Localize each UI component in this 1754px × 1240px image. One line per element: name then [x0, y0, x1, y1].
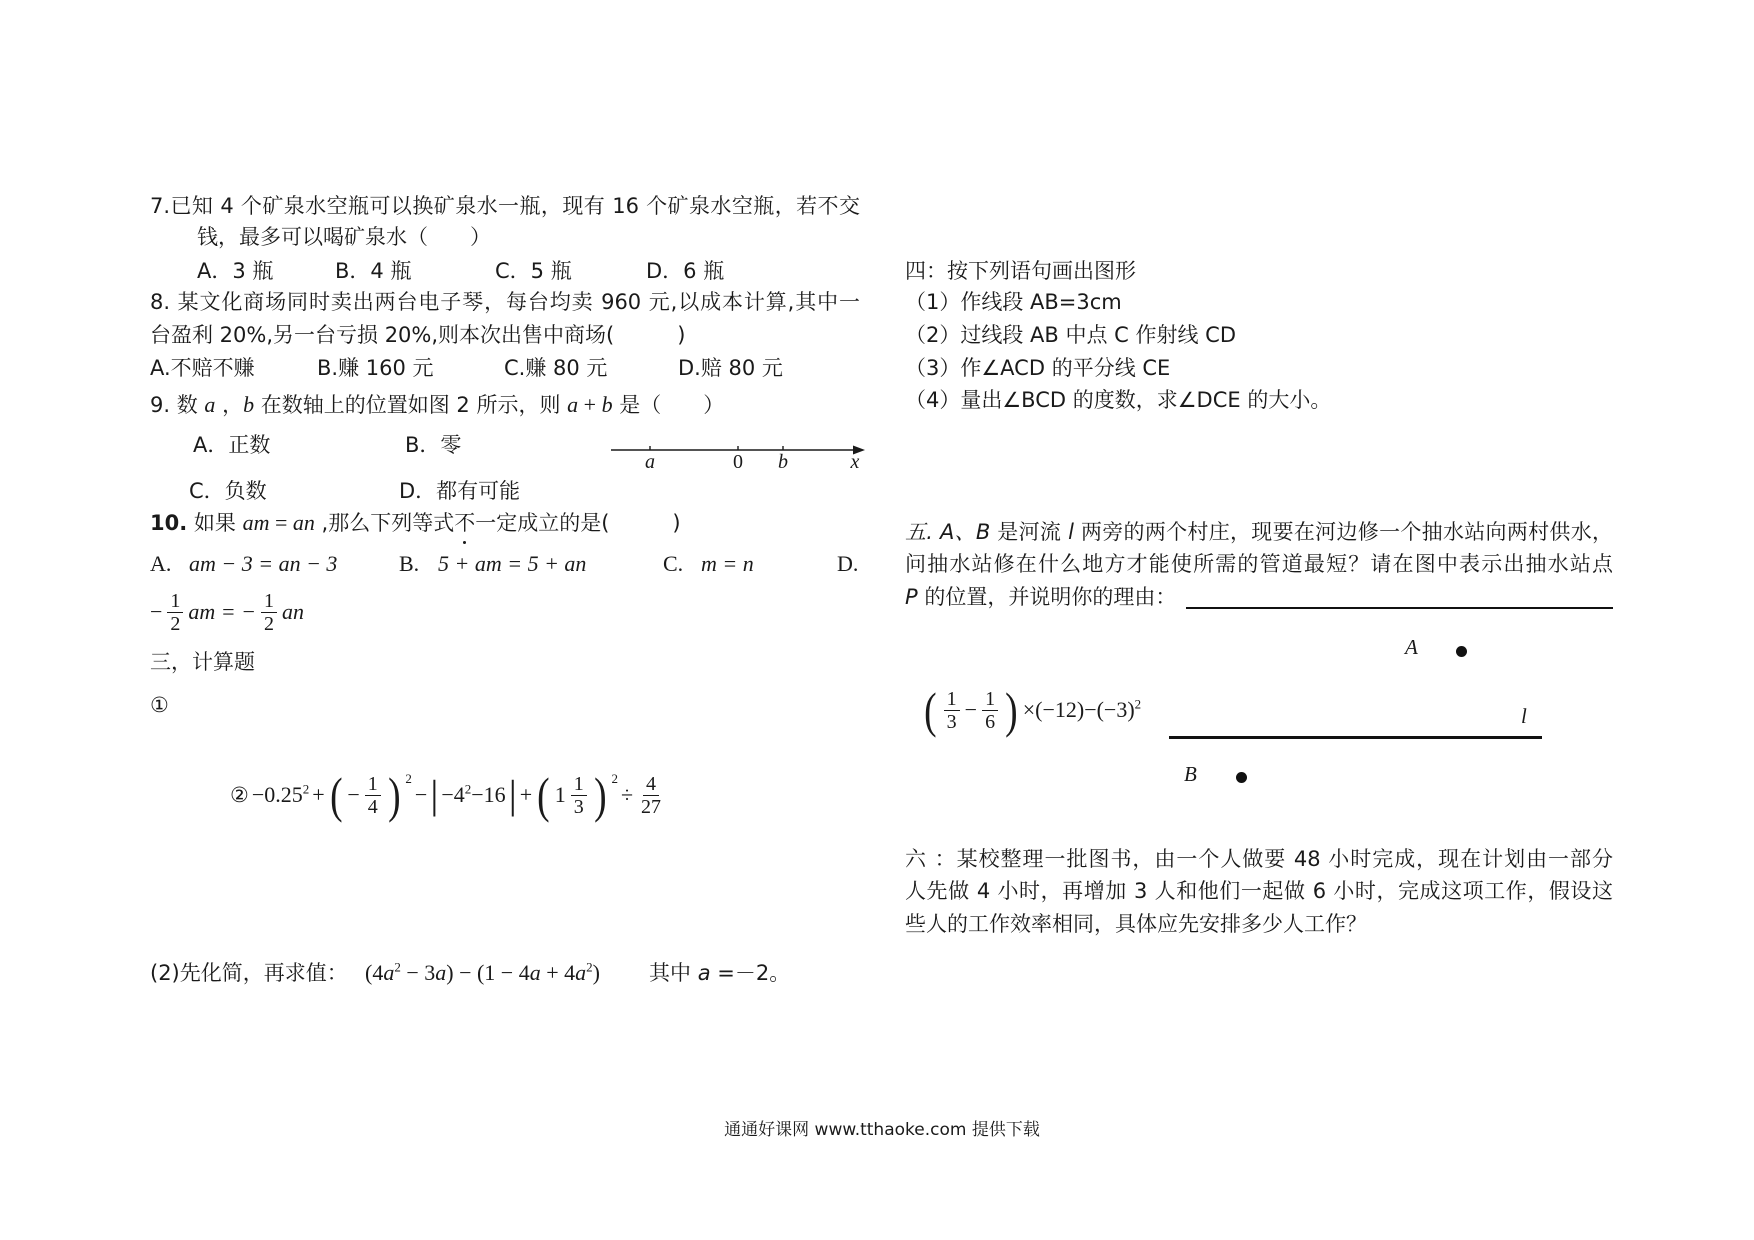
q10-condition-left: am	[242, 510, 270, 535]
fraction-numerator: 1	[944, 688, 960, 711]
section-6-line-3: 些人的工作效率相同，具体应先安排多少人工作？	[905, 912, 1367, 936]
question-10-option-b-label: B.	[399, 551, 420, 576]
expr-piece: ) − (1 − 4	[446, 960, 530, 985]
fraction-one-half	[167, 590, 183, 635]
q9-variable-b: b	[243, 392, 255, 417]
option-d-end: an	[282, 599, 305, 624]
term-2-sign: −	[347, 782, 360, 807]
section-4-title: 四：按下列语句画出图形	[905, 259, 1136, 283]
variable-a: a	[529, 960, 541, 985]
number-line-label-x: x	[850, 451, 860, 473]
fraction-one-half	[261, 590, 277, 635]
section-4-item-3: （3）作∠ACD 的平分线 CE	[905, 356, 1171, 380]
number-line-label-zero: 0	[733, 451, 743, 473]
operator-plus: +	[312, 782, 325, 807]
question-9-option-b: B．零	[405, 433, 462, 457]
exponent: 2	[394, 959, 401, 975]
question-7-option-c: C．5 瓶	[495, 259, 572, 283]
fraction-numerator: 1	[365, 773, 381, 796]
right-paren: )	[1005, 682, 1018, 738]
q10-condition-right: an	[292, 510, 315, 535]
tail-text: ×(−12)−(−3)	[1022, 697, 1135, 722]
section-6-line-1: 六 ：某校整理一批图书，由一个人做要 48 小时完成，现在计划由一部分	[905, 847, 1613, 871]
q9-text-1: 9. 数	[150, 393, 205, 417]
question-10-option-d-expression	[150, 588, 304, 636]
q9-text-3: 在数轴上的位置如图 2 所示，则	[254, 393, 568, 417]
q10-emphasis-char: 不	[454, 511, 476, 535]
term-3-rest: −16	[471, 782, 506, 807]
question-7-option-b: B．4 瓶	[335, 259, 412, 283]
question-8-line-2: 台盈利 20%,另一台亏损 20%,则本次出售中商场( )	[150, 323, 686, 347]
section-4-item-4: （4）量出∠BCD 的度数，求∠DCE 的大小。	[905, 388, 1332, 412]
point-b-label: B	[1184, 762, 1197, 786]
river-variable: l	[1068, 520, 1074, 544]
q10-number: 10.	[150, 511, 188, 535]
section-4-item-2: （2）过线段 AB 中点 C 作射线 CD	[905, 323, 1237, 347]
variable-a: a	[575, 960, 587, 985]
section-5-line-3	[905, 585, 1176, 609]
q9-sum-plus: +	[578, 392, 602, 417]
term-3-exponent: 2	[464, 781, 472, 797]
option-d-middle: am = −	[188, 599, 257, 624]
number-line	[605, 428, 870, 476]
question-8-option-a: A.不赔不赚	[150, 356, 255, 380]
question-9-option-a: A．正数	[193, 433, 271, 457]
q9-sum-b: b	[601, 392, 613, 417]
q10-text-3: 一定成立的是( )	[475, 511, 681, 535]
operator-divide: ÷	[620, 782, 634, 807]
fraction-numerator: 1	[261, 590, 277, 613]
operator-minus: −	[964, 697, 978, 722]
question-9-stem	[150, 393, 724, 417]
question-10-option-d-label: D.	[837, 551, 859, 576]
fraction-one-sixth	[982, 688, 998, 733]
point-a-label: A	[1405, 635, 1418, 659]
station-variable: P	[905, 585, 918, 609]
term-1-base: −0.25	[251, 782, 303, 807]
section-5-lead: 五. A、B	[905, 520, 991, 544]
condition-text: 其中	[649, 961, 698, 985]
condition-value: =－2。	[710, 961, 791, 985]
q9-sum-a: a	[567, 392, 579, 417]
fraction-denominator: 3	[573, 795, 584, 818]
fraction-one-third	[571, 773, 587, 818]
question-10-option-a-expression: am − 3 = an − 3	[189, 551, 338, 576]
condition-variable: a	[697, 961, 711, 985]
number-line-label-a: a	[645, 451, 655, 473]
expr-piece: − 3	[400, 960, 436, 985]
simplify-expression	[365, 961, 600, 985]
variable-a: a	[435, 960, 447, 985]
term-1	[252, 782, 309, 808]
point-a-dot	[1456, 646, 1467, 657]
fraction-denominator: 2	[264, 612, 275, 635]
question-10-stem	[150, 511, 681, 535]
simplify-question-label: (2)先化简，再求值：	[150, 961, 348, 985]
fraction-numerator: 1	[571, 773, 587, 796]
expr-piece: + 4	[540, 960, 576, 985]
fraction-four-twentysevenths	[638, 773, 664, 818]
number-line-label-b: b	[778, 451, 788, 473]
question-10-option-c-expression: m = n	[701, 551, 754, 576]
page-footer: 通通好课网 www.tthaoke.com 提供下载	[724, 1120, 1040, 1140]
point-b-dot	[1236, 772, 1247, 783]
section-5-line-2: 问抽水站修在什么地方才能使所需的管道最短？请在图中表示出抽水站点	[905, 552, 1613, 576]
question-8-option-d: D.赔 80 元	[678, 356, 783, 380]
section-3-title: 三，计算题	[150, 650, 255, 674]
term-3	[441, 782, 505, 808]
simplify-value-condition	[649, 961, 790, 985]
fraction-denominator: 3	[946, 710, 957, 733]
question-7-option-d: D．6 瓶	[646, 259, 725, 283]
question-7-line-1: 7.已知 4 个矿泉水空瓶可以换矿泉水一瓶，现有 16 个矿泉水空瓶，若不交	[150, 194, 860, 218]
left-paren: (	[537, 767, 550, 823]
left-paren: (	[924, 682, 937, 738]
fraction-denominator: 6	[985, 710, 996, 733]
absolute-bar-left: |	[430, 772, 439, 817]
section-5-line-1	[905, 520, 1613, 544]
fraction-numerator: 1	[982, 688, 998, 711]
term-3-base: −4	[441, 782, 465, 807]
section-5-text: 的位置，并说明你的理由：	[917, 585, 1177, 609]
river-label: l	[1521, 704, 1527, 728]
operator-plus: +	[519, 782, 533, 807]
fraction-numerator: 4	[643, 773, 659, 796]
tail-exponent: 2	[1134, 696, 1142, 712]
expr-piece: )	[592, 960, 600, 985]
question-8-line-1: 8. 某文化商场同时卖出两台电子琴，每台均卖 960 元,以成本计算,其中一	[150, 290, 860, 314]
expression-tail	[1023, 697, 1141, 723]
term-4-exponent: 2	[611, 771, 618, 786]
section-5-text: 两旁的两个村庄，现要在河边修一个抽水站向两村供水，	[1073, 520, 1613, 544]
variable-a: a	[383, 960, 395, 985]
operator-minus: −	[414, 782, 428, 807]
question-10-option-b-expression: 5 + am = 5 + an	[438, 551, 587, 576]
calc-expression-1	[922, 682, 1141, 738]
fraction-one-third	[944, 688, 960, 733]
section-4-item-1: （1）作线段 AB=3cm	[905, 290, 1122, 314]
calc-item-1-label: ①	[150, 693, 169, 717]
section-6-line-2: 人先做 4 小时，再增加 3 人和他们一起做 6 小时，完成这项工作，假设这	[905, 879, 1613, 903]
question-8-option-c: C.赚 80 元	[504, 356, 608, 380]
question-9-option-c: C．负数	[189, 479, 267, 503]
question-7-line-2: 钱，最多可以喝矿泉水（ ）	[197, 225, 491, 249]
left-paren: (	[329, 767, 343, 823]
term-1-exponent: 2	[302, 781, 310, 797]
river-line	[1169, 736, 1542, 739]
q9-variable-a: a	[204, 392, 216, 417]
fraction-one-quarter	[365, 773, 381, 818]
question-9-option-d: D．都有可能	[399, 479, 521, 503]
calc-item-2-label: ②	[230, 783, 249, 807]
q10-condition-equals: =	[269, 510, 293, 535]
question-10-option-a-label: A.	[150, 551, 172, 576]
fraction-denominator: 4	[367, 795, 378, 818]
q9-text-4: 是（ ）	[612, 393, 725, 417]
question-8-option-b: B.赚 160 元	[317, 356, 434, 380]
mixed-number-whole: 1	[554, 782, 566, 807]
calc-expression-2	[230, 765, 666, 825]
option-d-sign: −	[150, 599, 163, 624]
exponent: 2	[586, 959, 593, 975]
q10-text-1: 如果	[187, 511, 243, 535]
fraction-denominator: 27	[641, 795, 662, 818]
fraction-numerator: 1	[167, 590, 183, 613]
question-10-option-c-label: C.	[663, 551, 684, 576]
answer-underline	[1186, 607, 1613, 609]
question-7-option-a: A．3 瓶	[197, 259, 274, 283]
expr-piece: (4	[365, 960, 384, 985]
right-paren: )	[387, 767, 401, 823]
fraction-denominator: 2	[170, 612, 181, 635]
absolute-bar-right: |	[508, 772, 517, 817]
term-2-exponent: 2	[405, 771, 412, 786]
section-5-text: 是河流	[990, 520, 1069, 544]
right-paren: )	[593, 767, 607, 823]
q9-text-2: ，	[215, 393, 244, 417]
q10-text-2: ,那么下列等式	[314, 511, 455, 535]
